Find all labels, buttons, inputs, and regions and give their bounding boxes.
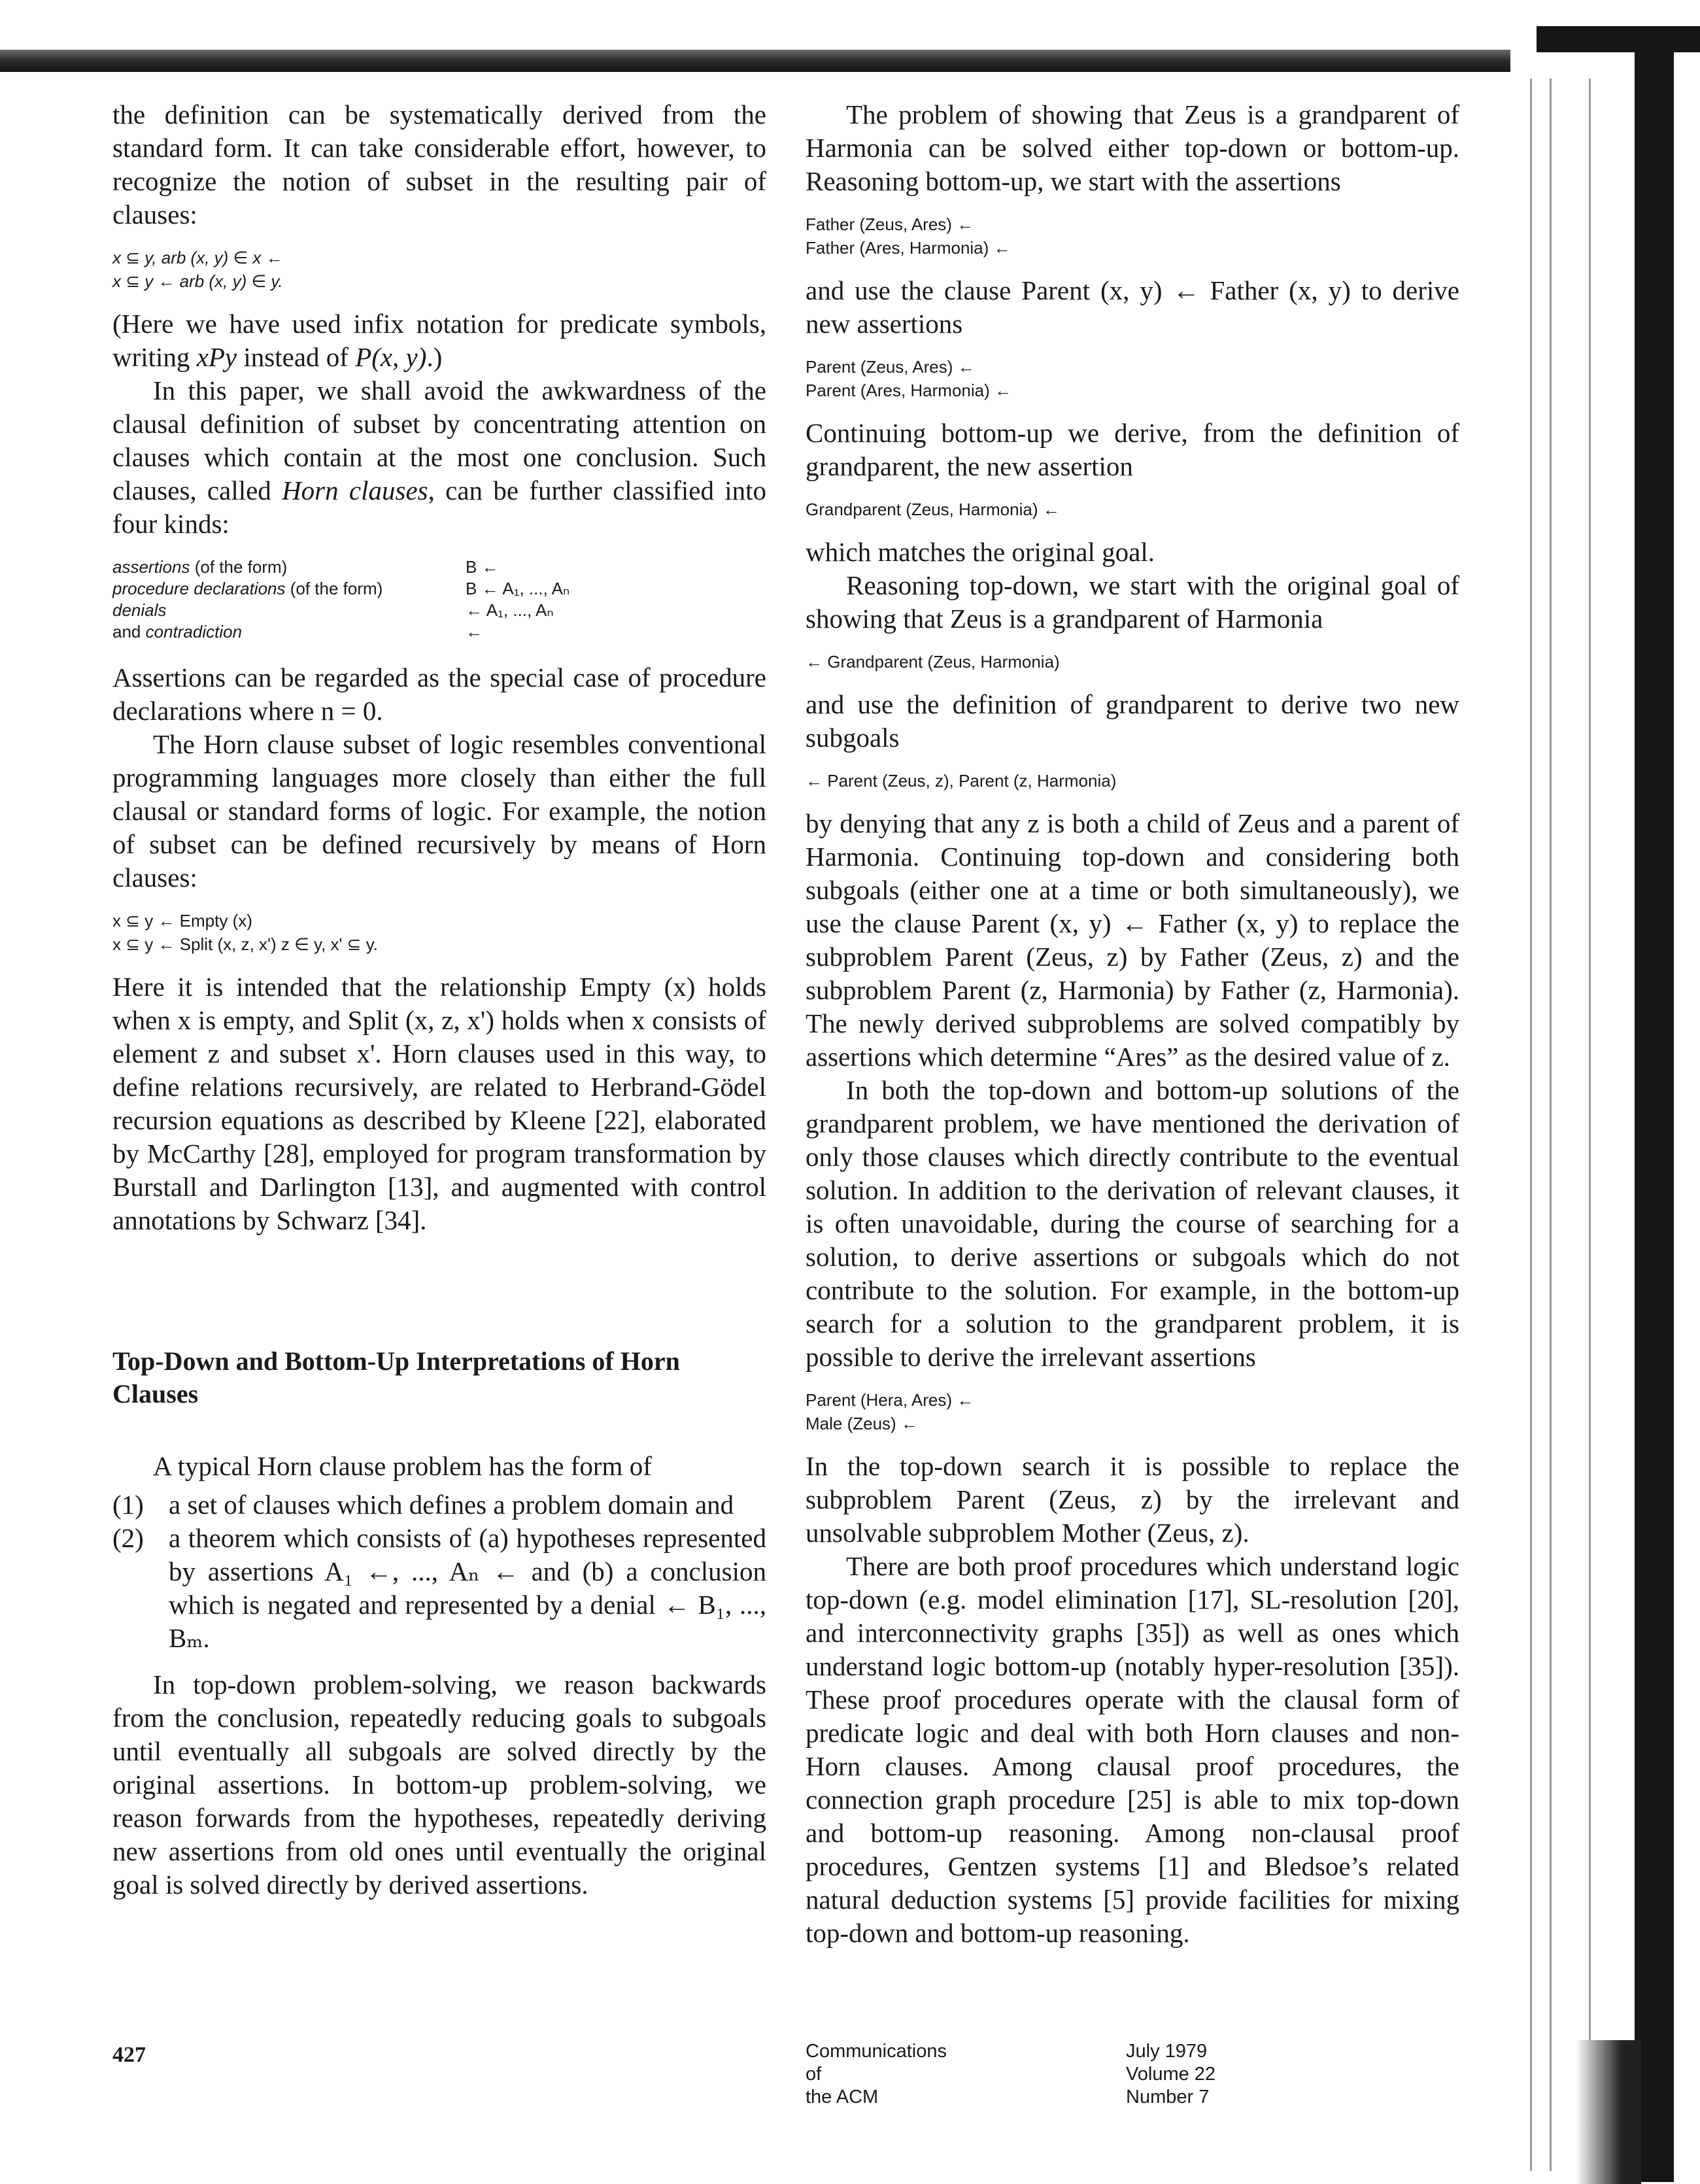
formula-grandparent-assertion: Grandparent (Zeus, Harmonia) ← (806, 500, 1060, 519)
formula-subgoals: ← Parent (Zeus, z), Parent (z, Harmonia) (806, 771, 1117, 791)
kind-label: assertions (of the form) (112, 557, 288, 577)
paragraph: and use the clause Parent (x, y) ← Father (x, y) to derive new assertions (806, 275, 1459, 339)
paragraph: which matches the original goal. (806, 537, 1155, 567)
paragraph: (Here we have used infix notation for predicate symbols, writing xPy instead of P(x, y).) (112, 309, 766, 372)
section-heading: Top-Down and Bottom-Up Interpretations of Horn Clauses (112, 1346, 680, 1408)
formula-grandparent-goal: ← Grandparent (Zeus, Harmonia) (806, 652, 1060, 672)
paragraph: and use the definition of grandparent to derive two new subgoals (806, 689, 1459, 753)
page-number: 427 (112, 2043, 146, 2067)
formula-father-assertions: Father (Zeus, Ares) ← Father (Ares, Harmonia) ← (806, 214, 1011, 258)
kind-label: and contradiction (112, 622, 243, 641)
problem-form-list (112, 1488, 766, 1655)
footer-issue: July 1979 Volume 22 Number 7 (1126, 2041, 1216, 2107)
scan-top-edge (0, 50, 1510, 72)
footer-journal: Communications of the ACM (806, 2041, 947, 2107)
kind-form: ← (466, 622, 483, 641)
kind-label: procedure declarations (of the form) (112, 579, 383, 598)
paragraph: The problem of showing that Zeus is a grandparent of Harmonia can be solved either top-down or bottom-up. Reasoning bottom-up, we start with the assertions (806, 99, 1459, 196)
scanned-book-edge (1510, 26, 1700, 2182)
paragraph: In both the top-down and bottom-up solutions of the grandparent problem, we have mentioned the derivation of only those clauses which directly contribute to the eventual solution. In addition to the derivation of relevant clauses, it is often unavoidable, during the course of searching for a solution, to derive assertions or subgoals which do not contribute to the solution. For example, in the bottom-up search for a solution to the grandparent problem, it is possible to derive the irrelevant assertions (806, 1075, 1459, 1372)
paragraph: The Horn clause subset of logic resembles conventional programming languages more closely than either the full clausal or standard forms of logic. For example, the notion of subset can be defined recursively by means of Horn clauses: (112, 729, 766, 893)
paragraph: In top-down problem-solving, we reason backwards from the conclusion, repeatedly reducing goals to subgoals until eventually all subgoals are solved directly by the original assertions. In bottom-up problem-solving, we reason forwards from the hypotheses, repeatedly deriving new assertions from old ones until eventually the original goal is solved directly by derived assertions. (112, 1669, 766, 1900)
formula-subset-horn: x ⊆ y ← Empty (x) x ⊆ y ← Split (x, z, x') z ∈ y, x' ⊆ y. (112, 911, 378, 954)
kind-form: ← A₁, ..., Aₙ (466, 600, 554, 620)
formula-irrelevant-assertions: Parent (Hera, Ares) ← Male (Zeus) ← (806, 1390, 974, 1433)
kind-form: B ← A₁, ..., Aₙ (466, 579, 570, 598)
paragraph: Here it is intended that the relationship Empty (x) holds when x is empty, and Split (x, z, x') holds when x consists of element z and subset x'. Horn clauses used in this way, to define relations recursively, are related to Herbrand-Gödel recursion equations as described by Kleene [22], elaborated by McCarthy [28], employed for program transformation by Burstall and Darlington [13], and augmented with control annotations by Schwarz [34]. (112, 972, 766, 1235)
list-item: (2) a theorem which consists of (a) hypotheses represented by assertions A₁ ←, ..., Aₙ ← and (b) a conclusion which is negated and represented by a denial ← B₁, ..., Bₘ. (112, 1523, 766, 1653)
formula-subset-clausal: x ⊆ y, arb (x, y) ∈ x ← x ⊆ y ← arb (x, y) ∈ y. (112, 248, 283, 291)
horn-clause-kinds (112, 556, 766, 643)
paragraph: There are both proof procedures which understand logic top-down (e.g. model elimination [17], SL-resolution [20], and interconnectivity graphs [35]) as well as ones which understand logic bottom-up (notably hyper-resolution [35]). These proof procedures operate with the clausal form of predicate logic and deal with both Horn clauses and non-Horn clauses. Among clausal proof procedures, the connection graph procedure [25] is able to mix top-down and bottom-up reasoning. Among non-clausal proof procedures, Gentzen systems [1] and Bledsoe’s related natural deduction systems [5] provide facilities for mixing top-down and bottom-up reasoning. (806, 1551, 1459, 1948)
left-column (112, 98, 766, 1902)
kind-label: denials (112, 600, 167, 620)
paragraph: Assertions can be regarded as the special case of procedure declarations where n = 0. (112, 662, 766, 726)
paragraph: A typical Horn clause problem has the form of (153, 1451, 652, 1481)
list-item: (1) a set of clauses which defines a problem domain and (112, 1490, 734, 1520)
paragraph: Reasoning top-down, we start with the original goal of showing that Zeus is a grandparent of Harmonia (806, 570, 1459, 634)
paragraph: In this paper, we shall avoid the awkwardness of the clausal definition of subset by concentrating attention on clauses which contain at the most one conclusion. Such clauses, called Horn clauses, can be further classified into four kinds: (112, 375, 766, 539)
paragraph: the definition can be systematically derived from the standard form. It can take considerable effort, however, to recognize the notion of subset in the resulting pair of clauses: (112, 99, 766, 230)
paragraph: In the top-down search it is possible to replace the subproblem Parent (Zeus, z) by the irrelevant and unsolvable subproblem Mother (Zeus, z). (806, 1451, 1459, 1548)
right-column (806, 98, 1459, 1950)
paragraph: Continuing bottom-up we derive, from the definition of grandparent, the new assertion (806, 418, 1459, 481)
formula-parent-assertions: Parent (Zeus, Ares) ← Parent (Ares, Harmonia) ← (806, 357, 1012, 400)
paragraph: by denying that any z is both a child of Zeus and a parent of Harmonia. Continuing top-down and considering both subgoals (either one at a time or both simultaneously), we use the clause Parent (x, y) ← Father (x, y) to replace the subproblem Parent (Zeus, z) by Father (Zeus, z) and the subproblem Parent (z, Harmonia) by Father (z, Harmonia). The newly derived subproblems are solved compatibly by assertions which determine “Ares” as the desired value of z. (806, 808, 1459, 1072)
kind-form: B ← (466, 557, 499, 577)
